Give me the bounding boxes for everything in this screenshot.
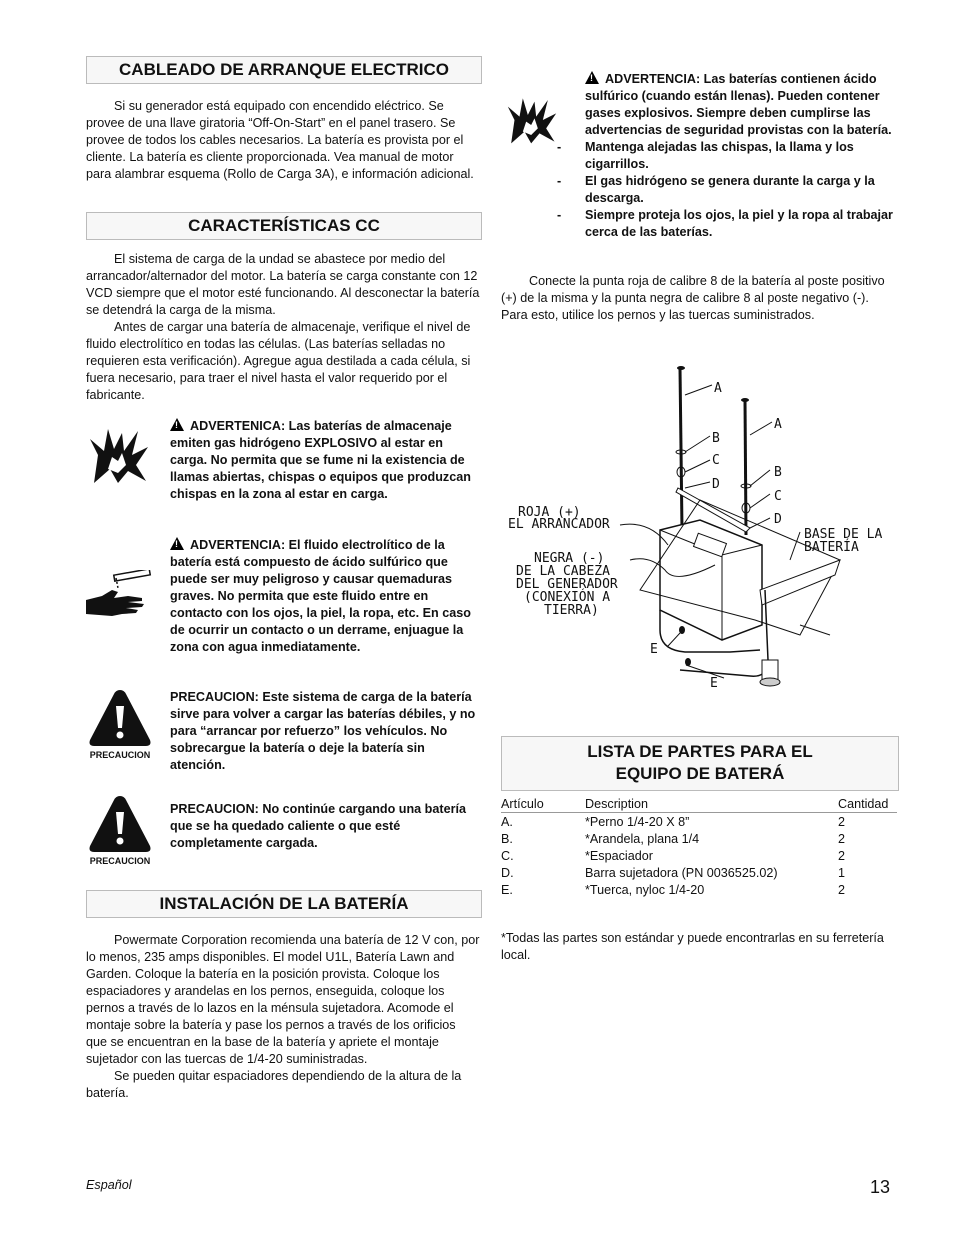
label-b: B: [712, 431, 720, 446]
connection-paragraph: Conecte la punta roja de calibre 8 de la batería al poste positivo (+) de la misma y la punta negra de calibre 8 al poste negativo (-). Para esto, utilice los pernos y las tuercas suministrados.: [501, 274, 885, 322]
caracteristicas-text: [86, 251, 480, 404]
warning-explosive-gas-text: ADVERTENICA: Las baterías de almacenaje emiten gas hidrógeno EXPLOSIVO al estar en carga. No permita que se fume ni la existencia de llamas abiertas, chispas o equipos que produzcan chispas en la zona al estar en carga.: [170, 419, 471, 501]
caracteristicas-paragraph-2: Antes de cargar una batería de almacenaje, verifique el nivel de fluido electrolítico en todas las células. (Las baterías selladas no requieren esta verificación). Agregue agua destilada a cada célula, si fuera necesario, para traer el nivel hasta el valor requerido por el fabricante.: [86, 320, 471, 402]
label-negra-line4: (CONEXIÓN A: [524, 590, 611, 605]
label-c: C: [712, 453, 720, 468]
section-title-caracteristicas: CARACTERÍSTICAS CC: [86, 212, 482, 240]
column-header: Cantidad: [838, 796, 889, 811]
caution-hot-battery: PRECAUCION: No continúe cargando una batería que se ha quedado caliente o que esté completamente cargada.: [170, 802, 466, 850]
warning-triangle-icon: [585, 71, 599, 84]
label-negra-line2: DE LA CABEZA: [516, 564, 610, 579]
label-roja: ROJA (+): [518, 505, 581, 520]
table-row: A. *Perno 1/4-20 X 8” 2: [501, 814, 846, 829]
label-c: C: [774, 489, 782, 504]
warning-bullet: - Mantenga alejadas las chispas, la llama y los cigarrillos.: [557, 140, 854, 171]
precaucion-icon-label: PRECAUCION: [89, 856, 151, 866]
parts-title-line2: EQUIPO DE BATERÁ: [615, 764, 785, 783]
label-d: D: [712, 477, 720, 492]
label-base: BASE DE LA: [804, 527, 883, 542]
explosion-icon: [506, 95, 558, 145]
section-title-instalacion: INSTALACIÓN DE LA BATERÍA: [86, 890, 482, 918]
warning-electrolyte: [170, 537, 482, 656]
warning-bullet: - El gas hidrógeno se genera durante la carga y la descarga.: [557, 174, 875, 205]
precaucion-icon: [86, 794, 154, 868]
warning-triangle-icon: [170, 537, 184, 550]
label-a: A: [714, 381, 722, 396]
acid-hand-icon: [84, 570, 154, 620]
parts-list-title: [501, 736, 899, 791]
column-header: Artículo: [501, 796, 544, 811]
instalacion-paragraph-2: Se pueden quitar espaciadores dependiendo de la altura de la batería.: [86, 1069, 462, 1100]
page-number: 13: [870, 1177, 891, 1197]
label-d: D: [774, 512, 782, 527]
table-row: B. *Arandela, plana 1/4 2: [501, 831, 846, 846]
parts-title-line1: LISTA DE PARTES PARA EL: [587, 742, 813, 761]
instalacion-text: [86, 932, 480, 1102]
parts-table: [501, 795, 897, 898]
footer-language: Español: [86, 1178, 132, 1192]
table-row: D. Barra sujetadora (PN 0036525.02) 1: [501, 865, 846, 880]
label-e: E: [710, 676, 718, 691]
warning-triangle-icon: [170, 418, 184, 431]
label-negra: NEGRA (-): [534, 551, 605, 566]
label-base-line2: BATERÍA: [804, 540, 859, 555]
label-e: E: [650, 642, 658, 657]
warning-bullet: - Siempre proteja los ojos, la piel y la ropa al trabajar cerca de las baterías.: [557, 208, 893, 239]
warning-sulfuric-acid-text: ADVERTENCIA: Las baterías contienen ácido sulfúrico (cuando están llenas). Pueden contener gases explosivos. Siempre deben cumplirse las advertencias de seguridad provistas con la batería.: [585, 72, 892, 137]
column-header: Description: [585, 796, 648, 811]
caracteristicas-paragraph-1: El sistema de carga de la undad se abastece por medio del arrancador/alternador del motor. La batería se carga constante con 12 VCD siempre que el motor esté funcionando. Al desconectar la batería se detendrá la carga de la misma.: [86, 252, 480, 317]
warning-sulfuric-acid: [557, 71, 897, 241]
parts-note: *Todas las partes son estándar y puede encontrarlas en su ferretería local.: [501, 931, 884, 962]
precaucion-icon-label: PRECAUCION: [89, 750, 151, 760]
label-b: B: [774, 465, 782, 480]
instalacion-paragraph-1: Powermate Corporation recomienda una batería de 12 V con, por lo menos, 235 amps disponibles. El model U1L, Batería Lawn and Garden. Coloque la batería en la posición provista. Coloque los espaciadores y arandelas en los pernos, enseguida, coloque los pernos a través de lo lazos en la ménsula sujetadora. Acomode el montaje sobre la batería y pase los pernos a través de los orificios que se encuentran en la base de la batería y apriete el montaje sujetador con las tuercas de 1/4-20 suministradas.: [86, 933, 480, 1066]
label-negra-line3: DEL GENERADOR: [516, 577, 618, 592]
connection-text: [501, 273, 897, 324]
table-row: C. *Espaciador 2: [501, 848, 846, 863]
warning-electrolyte-text: ADVERTENCIA: El fluido electrolítico de la batería está compuesto de ácido sulfúrico que puede ser muy peligroso y causar quemaduras graves. No permita que este fluido entre en contacto con los ojos, la piel, la ropa, etc. En caso de ocurrir un contacto o un derrame, enjuague la zona con agua inmediatamente.: [170, 538, 471, 654]
warning-explosive-gas: [170, 418, 482, 503]
label-negra-line5: TIERRA): [544, 603, 599, 618]
battery-install-diagram: [500, 360, 900, 700]
caution-charging: PRECAUCION: Este sistema de carga de la batería sirve para volver a cargar las baterías débiles, y no para “arrancar por refuerzo” los vehículos. No sobrecargue la batería o deje la batería sin atención.: [170, 690, 476, 772]
cableado-text: [86, 98, 480, 183]
table-header-row: [501, 795, 897, 813]
label-arrancador: EL ARRANCADOR: [508, 517, 610, 532]
table-row: E. *Tuerca, nyloc 1/4-20 2: [501, 882, 846, 897]
explosion-icon: [88, 425, 150, 485]
label-a: A: [774, 417, 782, 432]
precaucion-icon: [86, 688, 154, 762]
section-title-cableado: CABLEADO DE ARRANQUE ELECTRICO: [86, 56, 482, 84]
cableado-paragraph: Si su generador está equipado con encendido eléctrico. Se provee de una llave giratoria “Off-On-Start” en el panel trasero. Se provee de todos los cables necesarios. La batería es provista por el cliente. La batería es cliente proporcionada. Vea manual de motor para alambrar esquema (Rollo de Carga 3A), e información adicional.: [86, 99, 474, 181]
